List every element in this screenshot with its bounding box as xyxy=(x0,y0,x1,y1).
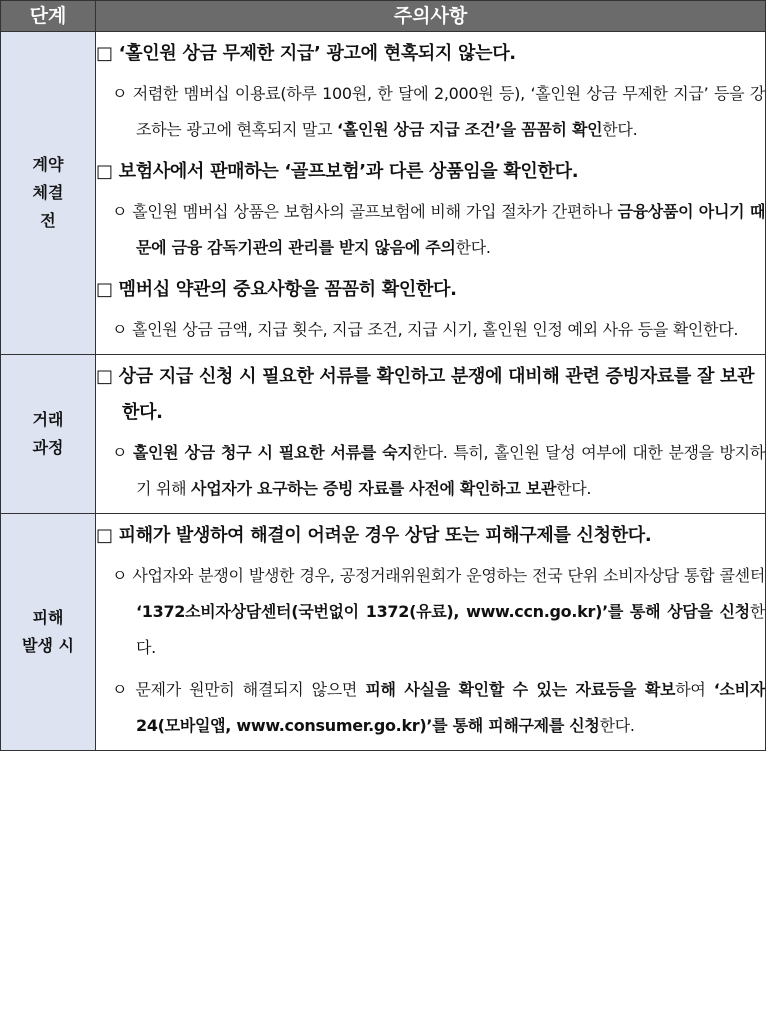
notice-detail xyxy=(104,672,765,744)
detail-text: 사업자와 분쟁이 발생한 경우, 공정거래위원회가 운영하는 전국 단위 소비자상담 통합 콜센터 xyxy=(132,566,765,585)
detail-text: 한다. xyxy=(136,602,765,657)
notice-detail xyxy=(104,435,765,507)
stage-label: 피해 xyxy=(32,608,64,627)
emphasis-text: ‘1372소비자상담센터(국번없이 1372(유료), www.ccn.go.kr)’를 통해 상담을 신청 xyxy=(136,602,750,621)
emphasis-text: 금융상품이 아니기 때문에 금융 감독기관의 관리를 받지 않음에 주의 xyxy=(136,202,765,257)
emphasis-text: 홀인원 상금 청구 시 필요한 서류를 숙지 xyxy=(132,443,413,462)
detail-text: 한다. xyxy=(602,120,638,139)
detail-text: 한다. xyxy=(455,238,491,257)
stage-label: 발생 시 xyxy=(22,636,74,655)
stage-cell xyxy=(1,355,96,514)
detail-text: ㅇ xyxy=(112,84,133,103)
table-row xyxy=(1,32,766,355)
notice-heading: □ 피해가 발생하여 해결이 어려운 경우 상담 또는 피해구제를 신청한다. xyxy=(96,525,652,546)
notice-detail xyxy=(104,558,765,666)
notice-heading: □ 상금 지급 신청 시 필요한 서류를 확인하고 분쟁에 대비해 관련 증빙자료를 잘 보관한다. xyxy=(96,366,755,423)
table-body xyxy=(1,32,766,751)
notice-heading: □ ‘홀인원 상금 무제한 지급’ 광고에 현혹되지 않는다. xyxy=(96,43,516,64)
detail-text: 하여 xyxy=(675,680,714,699)
stage-cell xyxy=(1,32,96,355)
detail-text: 홀인원 멤버십 상품은 보험사의 골프보험에 비해 가입 절차가 간편하나 xyxy=(132,202,618,221)
stage-label: 과정 xyxy=(32,438,64,457)
notes-cell xyxy=(96,32,766,355)
emphasis-text: ‘홀인원 상금 지급 조건’을 꼼꼼히 확인 xyxy=(337,120,603,139)
detail-text: 한다. 특히, 홀인원 달성 여부에 대한 분쟁을 방지하기 위해 xyxy=(136,443,765,498)
stage-label: 계약 xyxy=(32,155,64,174)
stage-cell xyxy=(1,514,96,751)
notice-heading: □ 멤버십 약관의 중요사항을 꼼꼼히 확인한다. xyxy=(96,279,457,300)
stage-label: 체결 xyxy=(32,183,64,202)
detail-text: 홀인원 상금 금액, 지급 횟수, 지급 조건, 지급 시기, 홀인원 인정 예외 사유 등을 확인한다. xyxy=(131,320,739,339)
table-row xyxy=(1,514,766,751)
detail-text: ㅇ xyxy=(112,680,136,699)
detail-text: 한다. xyxy=(599,716,635,735)
emphasis-text: 피해 사실을 확인할 수 있는 자료등을 확보 xyxy=(365,680,676,699)
detail-text: ㅇ xyxy=(112,202,133,221)
notice-detail xyxy=(104,194,765,266)
detail-text: ㅇ xyxy=(112,443,133,462)
notice-detail xyxy=(104,312,765,348)
detail-text: ㅇ xyxy=(112,566,133,585)
detail-text: 한다. xyxy=(556,479,592,498)
table-row xyxy=(1,355,766,514)
header-notes: 주의사항 xyxy=(96,1,766,32)
emphasis-text: 사업자가 요구하는 증빙 자료를 사전에 확인하고 보관 xyxy=(191,479,557,498)
emphasis-text: ‘소비자24(모바일앱, www.consumer.go.kr)’를 통해 피해구제를 신청 xyxy=(136,680,765,735)
notice-heading: □ 보험사에서 판매하는 ‘골프보험’과 다른 상품임을 확인한다. xyxy=(96,161,579,182)
stage-label: 거래 xyxy=(32,410,64,429)
detail-text: ㅇ xyxy=(112,320,132,339)
detail-text: 저렴한 멤버십 이용료(하루 100원, 한 달에 2,000원 등), ‘홀인원 상금 무제한 지급’ 등을 강조하는 광고에 현혹되지 말고 xyxy=(132,84,765,139)
notice-detail xyxy=(104,76,765,148)
table-header-row xyxy=(1,1,766,32)
notes-cell xyxy=(96,355,766,514)
stage-label: 전 xyxy=(40,211,56,230)
notes-cell xyxy=(96,514,766,751)
detail-text: 문제가 원만히 해결되지 않으면 xyxy=(135,680,366,699)
header-stage: 단계 xyxy=(1,1,96,32)
